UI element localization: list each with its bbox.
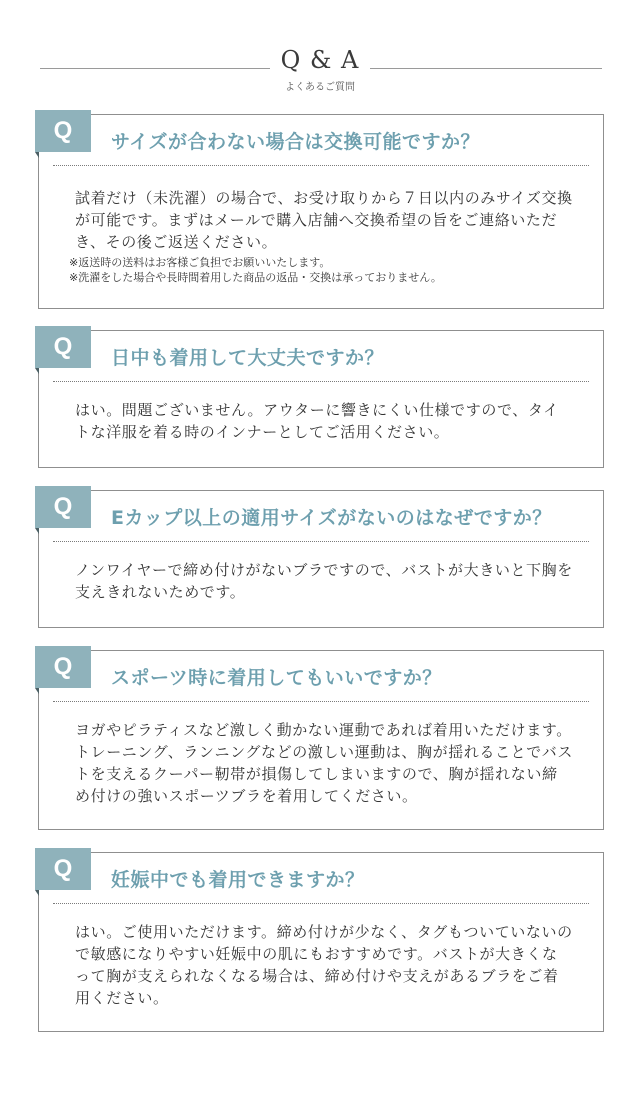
- qa-item-daytime-wear: [38, 330, 604, 468]
- page-subtitle: よくあるご質問: [285, 82, 355, 93]
- qa-item-sports: [38, 650, 604, 830]
- q-badge-icon: Q: [35, 848, 91, 890]
- qa-item-e-cup-size: [38, 490, 604, 628]
- qa-item-pregnancy: [38, 852, 604, 1032]
- question-text: サイズが合わない場合は交換可能ですか？: [111, 131, 480, 153]
- dotted-divider: [53, 381, 589, 382]
- q-badge-icon: Q: [35, 326, 91, 368]
- answer-text: 試着だけ（未洗濯）の場合で、お受け取りから７日以内のみサイズ交換が可能です。まずはメールで購入店舗へ交換希望の旨をご連絡いただき、その後ご返送ください。: [75, 189, 573, 251]
- question-text: スポーツ時に着用してもいいですか？: [111, 667, 442, 689]
- qa-item-size-exchange: [38, 114, 604, 309]
- answer-text: ノンワイヤーで締め付けがないブラですので、バストが大きいと下胸を支えきれないためです。: [75, 561, 573, 601]
- dotted-divider: [53, 541, 589, 542]
- page-title: Q & A: [280, 46, 360, 74]
- note-text: ※返送時の送料はお客様ご負担でお願いいたします。: [69, 256, 331, 269]
- dotted-divider: [53, 165, 589, 166]
- dotted-divider: [53, 903, 589, 904]
- header-rule-right: [370, 68, 602, 69]
- question-text: 妊娠中でも着用できますか？: [111, 869, 365, 891]
- answer-text: ヨガやピラティスなど激しく動かない運動であれば着用いただけます。トレーニング、ランニングなどの激しい運動は、胸が揺れることでバストを支えるクーパー靭帯が損傷してしまいますので、胸が揺れない締め付けの強いスポーツブラを着用してください。: [75, 721, 574, 805]
- question-text: 日中も着用して大丈夫ですか？: [111, 347, 385, 369]
- note-text: ※洗濯をした場合や長時間着用した商品の返品・交換は承っておりません。: [69, 271, 442, 284]
- qa-header: [0, 40, 640, 100]
- question-text: Eカップ以上の適用サイズがないのはなぜですか？: [111, 507, 552, 529]
- q-badge-icon: Q: [35, 646, 91, 688]
- answer-text: はい。ご使用いただけます。締め付けが少なく、タグもついていないので敏感になりやすい妊娠中の肌にもおすすめです。バストが大きくなって胸が支えられなくなる場合は、締め付けや支えがあるブラをご着用ください。: [75, 923, 573, 1007]
- q-badge-icon: Q: [35, 110, 91, 152]
- header-rule-left: [40, 68, 270, 69]
- q-badge-icon: Q: [35, 486, 91, 528]
- answer-text: はい。問題ございません。アウターに響きにくい仕様ですので、タイトな洋服を着る時のインナーとしてご活用ください。: [75, 401, 559, 441]
- dotted-divider: [53, 701, 589, 702]
